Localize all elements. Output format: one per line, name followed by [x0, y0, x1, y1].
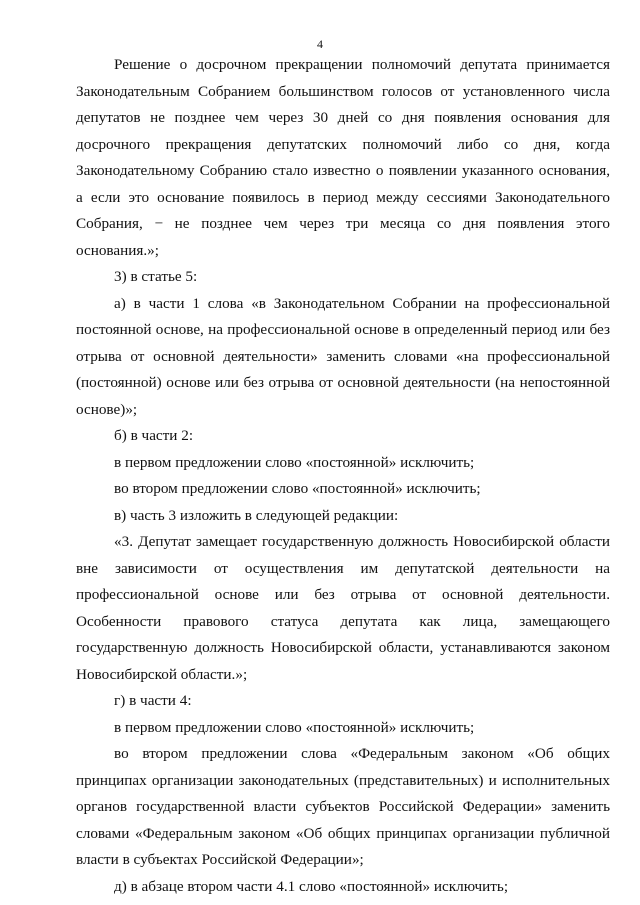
paragraph-part-3-new-text: «3. Депутат замещает государственную должность Новосибирской области вне зависимости от осуществления им депутатской деятельности на профессиональной основе или без отрыва от основной деятельности. Особенности правового статуса депутата как лица, замещающего государственную должность Новосибирской области, устанавливаются законом Новосибирской области.»; [76, 533, 610, 683]
page-number: 4 [317, 37, 323, 51]
paragraph-g-second-sentence: во втором предложении слова «Федеральным законом «Об общих принципах организации законодательных (представительных) и исполнительных органов государственной власти субъектов Российской Федерации» заменить словами «Федеральным законом «Об общих принципах организации публичной власти в субъектах Российской Федерации»; [76, 745, 610, 868]
paragraph-b-first-sentence: в первом предложении слово «постоянной» исключить; [114, 453, 475, 471]
paragraph-g-first-sentence: в первом предложении слово «постоянной» исключить; [114, 718, 475, 736]
paragraph-v-part-3: в) часть 3 изложить в следующей редакции: [114, 506, 399, 524]
paragraph-d-part-4-1: д) в абзаце втором части 4.1 слово «постоянной» исключить; [114, 877, 509, 895]
paragraph-decision-early-termination: Решение о досрочном прекращении полномочий депутата принимается Законодательным Собранием большинством голосов от установленного числа депутатов не позднее чем через 30 дней со дня появления основания для досрочного прекращения депутатских полномочий либо со дня, когда Законодательному Собранию стало известно о появлении указанного основания, а если это основание появилось в период между сессиями Законодательного Собрания, − не позднее чем через три месяца со дня появления этого основания.»; [76, 56, 610, 259]
paragraph-a-part-1: а) в части 1 слова «в Законодательном Собрании на профессиональной постоянной основе, на профессиональной основе в определенный период или без отрыва от основной деятельности» заменить словами «на профессиональной (постоянной) основе или без отрыва от основной деятельности (на непостоянной основе)»; [76, 294, 610, 418]
paragraph-b-second-sentence: во втором предложении слово «постоянной» исключить; [114, 480, 481, 497]
paragraph-b-part-2: б) в части 2: [114, 427, 194, 444]
document-body [76, 52, 610, 900]
paragraph-g-part-4: г) в части 4: [114, 692, 192, 709]
paragraph-article-5: 3) в статье 5: [114, 268, 198, 285]
